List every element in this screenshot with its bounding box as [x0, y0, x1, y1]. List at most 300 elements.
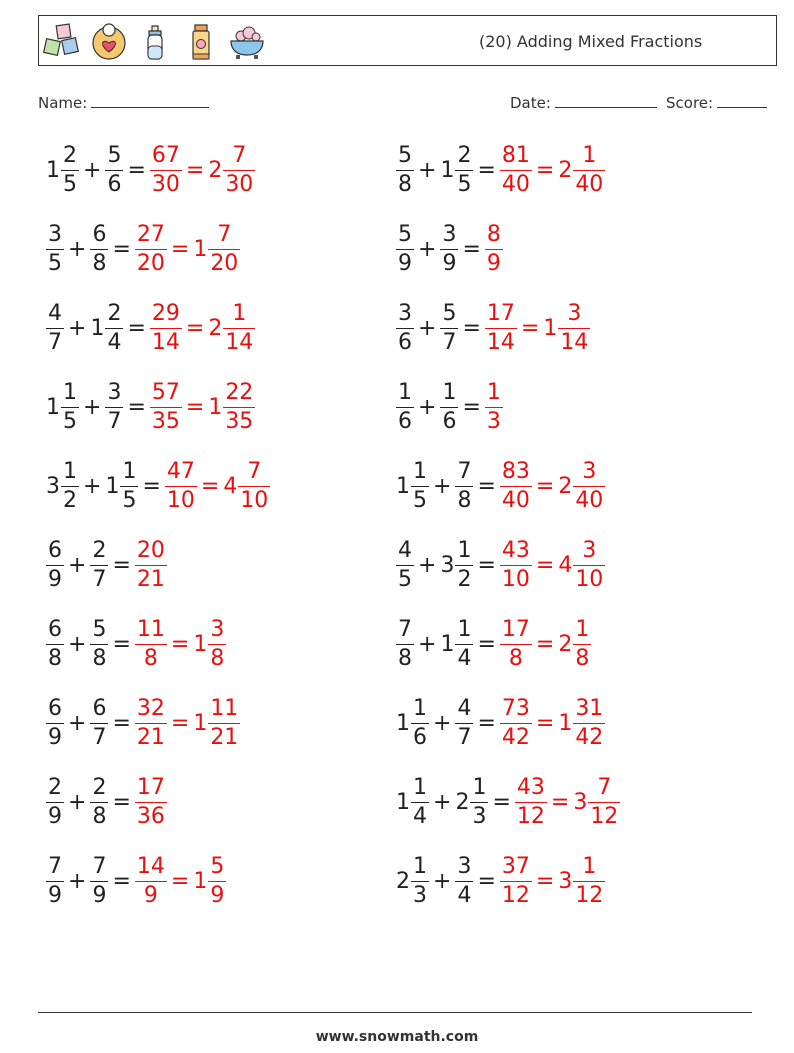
numerator: 7	[597, 774, 612, 800]
denominator: 12	[575, 882, 604, 908]
answer-mixed	[558, 617, 591, 672]
answer-improper	[500, 617, 532, 672]
denominator: 8	[48, 645, 62, 671]
numerator: 37	[501, 853, 530, 879]
addend-2	[455, 696, 473, 751]
whole-number: 1	[193, 236, 208, 262]
numerator: 1	[122, 458, 137, 484]
fraction-bar	[411, 486, 429, 487]
numerator: 57	[151, 379, 180, 405]
fraction	[90, 854, 108, 909]
fraction-bar	[500, 644, 532, 645]
denominator: 40	[575, 487, 604, 513]
fraction	[396, 143, 414, 198]
numerator: 1	[582, 853, 597, 879]
equals-sign: =	[477, 631, 496, 657]
denominator: 35	[151, 408, 180, 434]
fraction-bar	[223, 407, 255, 408]
numerator: 47	[166, 458, 195, 484]
numerator: 2	[92, 774, 107, 800]
numerator: 4	[48, 300, 62, 326]
whole-number: 1	[193, 868, 208, 894]
fraction	[573, 854, 605, 909]
fraction	[46, 617, 64, 672]
equals-sign: =	[142, 473, 161, 499]
worksheet-title: (20) Adding Mixed Fractions	[479, 32, 703, 51]
plus-sign: +	[68, 631, 87, 657]
fraction	[573, 459, 605, 514]
fraction-bar	[573, 170, 605, 171]
equals-sign: =	[492, 789, 511, 815]
plus-sign: +	[418, 157, 437, 183]
fraction-bar	[150, 170, 182, 171]
denominator: 5	[63, 171, 77, 197]
fraction	[150, 380, 182, 435]
whole-number: 2	[208, 315, 223, 341]
answer-mixed	[558, 538, 605, 593]
denominator: 9	[210, 882, 225, 908]
numerator: 1	[63, 458, 77, 484]
numerator: 1	[413, 853, 427, 879]
denominator: 5	[63, 408, 77, 434]
answer-improper	[150, 301, 182, 356]
fraction	[46, 301, 64, 356]
fraction	[500, 854, 532, 909]
numerator: 32	[136, 695, 165, 721]
problem-row	[46, 693, 240, 753]
fraction-bar	[515, 802, 547, 803]
fraction	[455, 538, 473, 593]
addend-2	[455, 854, 473, 909]
fraction	[208, 222, 240, 277]
numerator: 5	[107, 142, 122, 168]
numerator: 4	[457, 695, 472, 721]
problem-row	[46, 851, 226, 911]
whole-number: 1	[396, 473, 410, 499]
fraction-bar	[61, 170, 79, 171]
fraction	[223, 143, 255, 198]
fraction	[165, 459, 197, 514]
fraction	[455, 143, 473, 198]
fraction	[208, 617, 226, 672]
plus-sign: +	[418, 315, 437, 341]
denominator: 2	[457, 566, 472, 592]
equals-sign: =	[477, 157, 496, 183]
equals-sign: =	[200, 473, 220, 499]
equals-sign: =	[185, 157, 205, 183]
numerator: 7	[247, 458, 262, 484]
equals-sign: =	[477, 710, 496, 736]
fraction-bar	[485, 407, 503, 408]
fraction	[500, 459, 532, 514]
equals-sign: =	[112, 789, 131, 815]
addend-2	[90, 775, 108, 830]
denominator: 8	[508, 645, 523, 671]
fraction-bar	[46, 249, 64, 250]
numerator: 5	[92, 616, 107, 642]
fraction	[440, 380, 458, 435]
whole-number: 2	[455, 789, 470, 815]
addend-1	[46, 459, 79, 514]
denominator: 40	[501, 171, 530, 197]
fraction-bar	[573, 644, 591, 645]
denominator: 12	[501, 882, 530, 908]
addend-2	[90, 222, 108, 277]
denominator: 21	[136, 566, 165, 592]
answer-mixed	[193, 854, 226, 909]
fraction-bar	[396, 565, 414, 566]
name-field[interactable]	[38, 92, 209, 112]
equals-sign: =	[127, 394, 146, 420]
fraction-bar	[470, 802, 488, 803]
fraction-bar	[135, 881, 167, 882]
fraction	[105, 380, 123, 435]
addend-1	[46, 775, 64, 830]
answer-mixed	[558, 143, 605, 198]
equals-sign: =	[185, 315, 205, 341]
answer-mixed	[558, 854, 605, 909]
fraction-bar	[573, 881, 605, 882]
fraction	[485, 301, 517, 356]
fraction	[135, 696, 167, 751]
numerator: 14	[136, 853, 165, 879]
addend-1	[396, 617, 414, 672]
denominator: 8	[398, 171, 412, 197]
addend-1	[46, 617, 64, 672]
fraction	[500, 143, 532, 198]
denominator: 3	[413, 882, 427, 908]
answer-improper	[500, 459, 532, 514]
fraction-bar	[485, 249, 503, 250]
numerator: 5	[398, 142, 412, 168]
plus-sign: +	[433, 710, 452, 736]
plus-sign: +	[68, 868, 87, 894]
numerator: 1	[457, 537, 472, 563]
fraction	[208, 696, 240, 751]
fraction-bar	[90, 249, 108, 250]
whole-number: 4	[223, 473, 238, 499]
numerator: 4	[398, 537, 412, 563]
fraction-bar	[90, 802, 108, 803]
denominator: 14	[151, 329, 180, 355]
fraction-bar	[46, 881, 64, 882]
fraction-bar	[46, 565, 64, 566]
whole-number: 3	[573, 789, 588, 815]
denominator: 7	[442, 329, 457, 355]
fraction	[105, 143, 123, 198]
answer-mixed	[193, 222, 240, 277]
fraction	[61, 143, 79, 198]
fraction-bar	[485, 328, 517, 329]
baby-bottle-icon	[135, 22, 175, 62]
equals-sign: =	[550, 789, 570, 815]
equals-sign: =	[535, 710, 555, 736]
answer-mixed	[193, 696, 240, 751]
fraction	[61, 459, 79, 514]
denominator: 8	[575, 645, 590, 671]
numerator: 2	[48, 774, 62, 800]
equals-sign: =	[170, 868, 190, 894]
denominator: 10	[240, 487, 269, 513]
addend-1	[396, 459, 429, 514]
fraction-bar	[90, 565, 108, 566]
addend-2	[90, 696, 108, 751]
denominator: 9	[143, 882, 158, 908]
equals-sign: =	[127, 315, 146, 341]
addend-1	[46, 301, 64, 356]
numerator: 17	[136, 774, 165, 800]
denominator: 6	[413, 724, 427, 750]
denominator: 8	[457, 487, 472, 513]
denominator: 10	[575, 566, 604, 592]
fraction-bar	[90, 723, 108, 724]
denominator: 8	[143, 645, 158, 671]
plus-sign: +	[418, 394, 437, 420]
denominator: 9	[48, 724, 62, 750]
fraction	[515, 775, 547, 830]
equals-sign: =	[535, 473, 555, 499]
equals-sign: =	[462, 394, 481, 420]
denominator: 10	[501, 566, 530, 592]
fraction-bar	[573, 486, 605, 487]
fraction-bar	[208, 644, 226, 645]
denominator: 30	[151, 171, 180, 197]
numerator: 2	[92, 537, 107, 563]
whole-number: 1	[193, 631, 208, 657]
plus-sign: +	[83, 157, 102, 183]
fraction-bar	[208, 249, 240, 250]
whole-number: 1	[208, 394, 223, 420]
denominator: 20	[136, 250, 165, 276]
fraction-bar	[440, 328, 458, 329]
numerator: 3	[398, 300, 412, 326]
denominator: 6	[107, 171, 122, 197]
score-blank[interactable]	[717, 92, 767, 108]
numerator: 67	[151, 142, 180, 168]
whole-number: 2	[558, 631, 573, 657]
fraction	[90, 775, 108, 830]
numerator: 7	[457, 458, 472, 484]
denominator: 5	[457, 171, 472, 197]
fraction	[150, 143, 182, 198]
fraction	[223, 301, 255, 356]
baby-bath-icon	[227, 22, 267, 62]
fraction	[46, 538, 64, 593]
answer-mixed	[558, 696, 605, 751]
fraction	[396, 222, 414, 277]
fraction	[135, 775, 167, 830]
plus-sign: +	[418, 236, 437, 262]
denominator: 9	[48, 882, 62, 908]
denominator: 21	[210, 724, 239, 750]
fraction	[120, 459, 138, 514]
whole-number: 1	[193, 710, 208, 736]
addend-1	[46, 143, 79, 198]
whole-number: 1	[46, 157, 60, 183]
date-blank[interactable]	[555, 92, 657, 108]
answer-improper	[135, 222, 167, 277]
fraction	[208, 854, 226, 909]
fraction	[135, 854, 167, 909]
fraction-bar	[440, 407, 458, 408]
whole-number: 2	[208, 157, 223, 183]
fraction-bar	[455, 565, 473, 566]
answer-mixed	[208, 301, 255, 356]
answer-mixed	[573, 775, 620, 830]
fraction-bar	[208, 881, 226, 882]
fraction-bar	[208, 723, 240, 724]
baby-cream-icon	[181, 22, 221, 62]
addend-2	[440, 143, 473, 198]
fraction-bar	[61, 407, 79, 408]
answer-improper	[500, 696, 532, 751]
numerator: 6	[48, 616, 62, 642]
fraction-bar	[411, 881, 429, 882]
fraction-bar	[46, 723, 64, 724]
plus-sign: +	[68, 710, 87, 736]
numerator: 29	[151, 300, 180, 326]
fraction	[500, 538, 532, 593]
fraction	[150, 301, 182, 356]
numerator: 27	[136, 221, 165, 247]
denominator: 12	[516, 803, 545, 829]
equals-sign: =	[477, 552, 496, 578]
numerator: 17	[501, 616, 530, 642]
denominator: 7	[48, 329, 62, 355]
fraction-bar	[135, 802, 167, 803]
addend-1	[46, 380, 79, 435]
equals-sign: =	[535, 868, 555, 894]
whole-number: 2	[558, 157, 573, 183]
numerator: 11	[210, 695, 239, 721]
name-label: Name:	[38, 94, 88, 112]
fraction	[573, 696, 605, 751]
fraction	[440, 301, 458, 356]
fraction	[396, 301, 414, 356]
fraction	[90, 222, 108, 277]
numerator: 5	[442, 300, 457, 326]
addend-2	[105, 459, 138, 514]
fraction	[411, 775, 429, 830]
denominator: 10	[166, 487, 195, 513]
whole-number: 1	[46, 394, 60, 420]
fraction	[411, 459, 429, 514]
score-field[interactable]	[666, 92, 767, 112]
denominator: 40	[501, 487, 530, 513]
header-icons	[43, 20, 267, 64]
answer-improper	[150, 143, 182, 198]
denominator: 5	[398, 566, 412, 592]
date-field[interactable]	[510, 92, 657, 112]
numerator: 43	[516, 774, 545, 800]
fraction-bar	[455, 723, 473, 724]
fraction	[46, 854, 64, 909]
numerator: 3	[107, 379, 122, 405]
answer-improper	[135, 617, 167, 672]
fraction-bar	[135, 723, 167, 724]
denominator: 14	[560, 329, 589, 355]
fraction	[238, 459, 270, 514]
denominator: 6	[442, 408, 457, 434]
fraction-bar	[223, 170, 255, 171]
problem-row	[46, 614, 226, 674]
fraction-bar	[135, 644, 167, 645]
fraction	[135, 222, 167, 277]
denominator: 5	[48, 250, 62, 276]
addend-2	[455, 775, 488, 830]
numerator: 1	[442, 379, 457, 405]
problem-row	[396, 456, 605, 516]
numerator: 3	[48, 221, 62, 247]
numerator: 6	[48, 695, 62, 721]
denominator: 14	[486, 329, 515, 355]
footer-divider	[38, 1012, 752, 1013]
fraction-bar	[455, 486, 473, 487]
answer-improper	[485, 222, 503, 277]
numerator: 7	[48, 853, 62, 879]
fraction	[135, 617, 167, 672]
problem-row	[396, 614, 591, 674]
fraction	[90, 538, 108, 593]
whole-number: 1	[90, 315, 105, 341]
whole-number: 3	[558, 868, 573, 894]
denominator: 12	[590, 803, 619, 829]
fraction-bar	[500, 486, 532, 487]
fraction-bar	[90, 881, 108, 882]
problem-row	[46, 219, 240, 279]
addend-1	[396, 775, 429, 830]
score-label: Score:	[666, 94, 714, 112]
answer-improper	[135, 775, 167, 830]
fraction	[500, 696, 532, 751]
equals-sign: =	[185, 394, 205, 420]
answer-improper	[165, 459, 197, 514]
answer-improper	[515, 775, 547, 830]
whole-number: 3	[440, 552, 455, 578]
numerator: 5	[398, 221, 412, 247]
fraction	[396, 617, 414, 672]
fraction	[500, 617, 532, 672]
equals-sign: =	[127, 157, 146, 183]
plus-sign: +	[83, 473, 102, 499]
denominator: 9	[48, 566, 62, 592]
whole-number: 1	[440, 157, 455, 183]
fraction-bar	[61, 486, 79, 487]
answer-improper	[135, 538, 167, 593]
whole-number: 3	[46, 473, 60, 499]
denominator: 4	[457, 882, 472, 908]
numerator: 1	[472, 774, 487, 800]
equals-sign: =	[477, 868, 496, 894]
addend-1	[396, 854, 429, 909]
answer-improper	[150, 380, 182, 435]
fraction-bar	[238, 486, 270, 487]
addend-2	[90, 854, 108, 909]
fraction-bar	[135, 249, 167, 250]
denominator: 9	[48, 803, 62, 829]
plus-sign: +	[68, 315, 87, 341]
numerator: 3	[582, 458, 597, 484]
numerator: 6	[92, 221, 107, 247]
name-blank[interactable]	[91, 92, 209, 108]
abc-blocks-icon	[43, 22, 83, 62]
denominator: 4	[107, 329, 122, 355]
fraction	[223, 380, 255, 435]
numerator: 7	[217, 221, 232, 247]
fraction	[455, 617, 473, 672]
problem-row	[46, 298, 255, 358]
fraction	[46, 775, 64, 830]
